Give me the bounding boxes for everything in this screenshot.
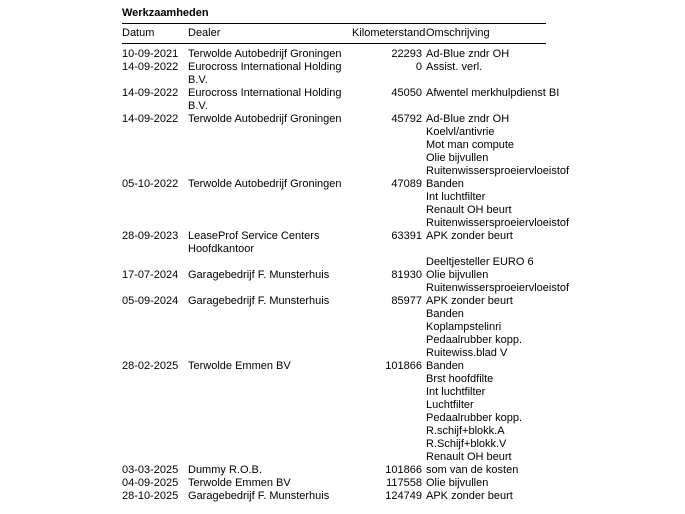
omschrijving-item: Pedaalrubber kopp. (426, 334, 523, 346)
omschrijving-item: R.Schijf+blokk.V (426, 438, 507, 450)
cell-datum: 28-09-2023 (122, 230, 179, 242)
cell-kilometerstand: 45050 (391, 87, 422, 99)
table-row (122, 48, 546, 61)
omschrijving-item: Ruitenwissersproeiervloeistof (426, 217, 570, 229)
cell-datum: 03-03-2025 (122, 464, 179, 476)
table-row (122, 87, 560, 113)
omschrijving-item: Ad-Blue zndr OH (426, 48, 510, 60)
cell-kilometerstand: 124749 (385, 490, 422, 502)
report-title: Werkzaamheden (122, 7, 209, 19)
cell-dealer: Garagebedrijf F. Munsterhuis (188, 269, 330, 281)
cell-kilometerstand: 22293 (391, 48, 422, 60)
cell-datum: 28-10-2025 (122, 490, 179, 502)
omschrijving-item: Deeltjesteller EURO 6 (426, 256, 534, 268)
omschrijving-item: APK zonder beurt (426, 295, 513, 307)
cell-datum: 14-09-2022 (122, 87, 179, 99)
omschrijving-item: Mot man compute (426, 139, 515, 151)
cell-dealer: LeaseProf Service Centers Hoofdkantoor (188, 230, 320, 255)
omschrijving-item: Renault OH beurt (426, 204, 512, 216)
column-header-dealer: Dealer (188, 27, 221, 39)
cell-omschrijving (426, 61, 546, 74)
omschrijving-item: Koelvl/antivrie (426, 126, 495, 138)
table-row (122, 490, 546, 503)
omschrijving-item: Olie bijvullen (426, 477, 489, 489)
cell-datum: 05-10-2022 (122, 178, 179, 190)
omschrijving-item: Pedaalrubber kopp. (426, 412, 523, 424)
cell-kilometerstand: 101866 (385, 464, 422, 476)
table-row (122, 230, 546, 269)
omschrijving-item: Banden (426, 178, 464, 190)
cell-kilometerstand: 81930 (391, 269, 422, 281)
omschrijving-item: Assist. verl. (426, 61, 483, 73)
table-row (122, 464, 546, 477)
omschrijving-item: R.schijf+blokk.A (426, 425, 505, 437)
cell-kilometerstand: 63391 (391, 230, 422, 242)
omschrijving-item: APK zonder beurt (426, 490, 513, 502)
cell-kilometerstand: 0 (415, 61, 422, 73)
cell-dealer: Garagebedrijf F. Munsterhuis (188, 490, 330, 502)
table-row (122, 113, 570, 178)
cell-kilometerstand: 47089 (391, 178, 422, 190)
omschrijving-item: Ruitenwissersproeiervloeistof (426, 165, 570, 177)
column-header-datum: Datum (122, 27, 155, 39)
omschrijving-item: Olie bijvullen (426, 152, 489, 164)
cell-dealer: Dummy R.O.B. (188, 464, 262, 476)
cell-dealer: Terwolde Autobedrijf Groningen (188, 113, 342, 125)
omschrijving-item: Koplampstelinri (426, 321, 502, 333)
cell-kilometerstand: 85977 (391, 295, 422, 307)
omschrijving-item: Afwentel merkhulpdienst BI (426, 87, 560, 99)
cell-dealer: Terwolde Emmen BV (188, 360, 291, 372)
cell-kilometerstand: 117558 (386, 477, 422, 489)
omschrijving-item: Banden (426, 308, 464, 320)
omschrijving-item: Int luchtfilter (426, 386, 486, 398)
cell-omschrijving (426, 87, 560, 100)
cell-datum: 28-02-2025 (122, 360, 179, 372)
cell-dealer: Terwolde Emmen BV (188, 477, 291, 489)
cell-datum: 14-09-2022 (122, 113, 179, 125)
cell-dealer: Garagebedrijf F. Munsterhuis (188, 295, 330, 307)
cell-omschrijving (426, 464, 546, 477)
cell-datum: 17-07-2024 (122, 269, 179, 281)
cell-dealer: Terwolde Autobedrijf Groningen (188, 178, 342, 190)
omschrijving-item: Ad-Blue zndr OH (426, 113, 510, 125)
column-header-omschrijving: Omschrijving (426, 27, 490, 39)
omschrijving-item: som van de kosten (426, 464, 519, 476)
omschrijving-item: Int luchtfilter (426, 191, 486, 203)
omschrijving-item: Ruitenwissersproeiervloeistof (426, 282, 570, 294)
column-header-kilometerstand: Kilometerstand (352, 27, 426, 39)
cell-datum: 14-09-2022 (122, 61, 179, 73)
cell-omschrijving (426, 48, 546, 61)
omschrijving-item: Olie bijvullen (426, 269, 489, 281)
omschrijving-item: Brst hoofdfilte (426, 373, 494, 385)
omschrijving-item (426, 243, 546, 256)
table-body (122, 44, 570, 503)
cell-dealer: Eurocross International Holding B.V. (188, 87, 342, 112)
cell-omschrijving (426, 360, 546, 464)
werkzaamheden-report (122, 7, 570, 503)
table-row (122, 178, 570, 230)
table-row (122, 269, 570, 295)
cell-dealer: Eurocross International Holding B.V. (188, 61, 342, 86)
cell-kilometerstand: 45792 (391, 113, 422, 125)
table-row (122, 360, 546, 464)
cell-omschrijving (426, 113, 570, 178)
cell-datum: 10-09-2021 (122, 48, 179, 60)
omschrijving-item: Renault OH beurt (426, 451, 512, 463)
table-row (122, 61, 546, 87)
cell-omschrijving (426, 230, 546, 269)
omschrijving-item: Luchtfilter (426, 399, 474, 411)
cell-dealer: Terwolde Autobedrijf Groningen (188, 48, 342, 60)
table-row (122, 295, 546, 360)
cell-kilometerstand: 101866 (385, 360, 422, 372)
cell-omschrijving (426, 490, 546, 503)
omschrijving-item: Banden (426, 360, 464, 372)
cell-datum: 04-09-2025 (122, 477, 179, 489)
table-header-row (122, 24, 546, 43)
cell-omschrijving (426, 269, 570, 295)
cell-omschrijving (426, 178, 570, 230)
cell-omschrijving (426, 477, 546, 490)
cell-omschrijving (426, 295, 546, 360)
omschrijving-item: APK zonder beurt (426, 230, 513, 242)
omschrijving-item: Ruitewiss.blad V (426, 347, 508, 359)
table-row (122, 477, 546, 490)
cell-datum: 05-09-2024 (122, 295, 179, 307)
